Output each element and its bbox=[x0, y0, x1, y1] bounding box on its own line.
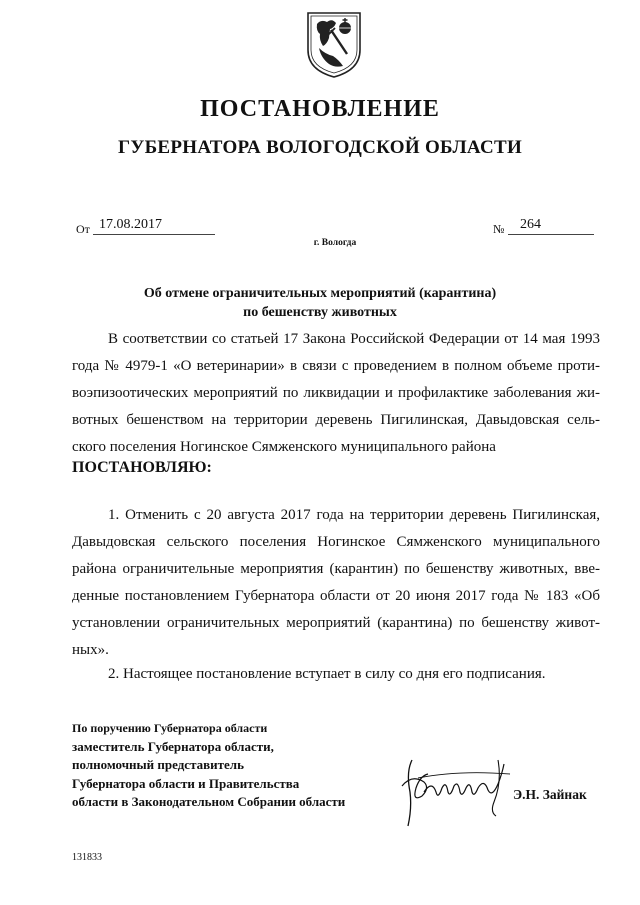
handwritten-signature bbox=[398, 752, 516, 828]
signature-line: По поручению Губернатора области bbox=[72, 721, 268, 735]
preamble-line: В соответствии со статьей 17 Закона Российской Федерации от 14 мая 1993 bbox=[108, 331, 600, 347]
subject-line: по бешенству животных bbox=[243, 305, 397, 320]
item-1-line: района ограничительные мероприятия (карантин) по бешенству животных, вве- bbox=[72, 561, 600, 577]
issuer-title: ГУБЕРНАТОРА ВОЛОГОДСКОЙ ОБЛАСТИ bbox=[117, 137, 523, 158]
signer-name: Э.Н. Зайнак bbox=[513, 787, 587, 802]
signature-line: полномочный представитель bbox=[72, 757, 244, 772]
item-1-paragraph bbox=[72, 502, 600, 664]
signature-block bbox=[72, 719, 345, 812]
coat-of-arms-emblem bbox=[305, 10, 363, 80]
signature-line: Губернатора области и Правительства bbox=[72, 775, 300, 791]
document-title: ПОСТАНОВЛЕНИЕ bbox=[200, 96, 440, 122]
item-1-line: Давыдовская сельского поселения Ногинское Сямженского муниципального bbox=[72, 534, 600, 550]
preamble-line: ского поселения Ногинское Сямженского муниципального района bbox=[72, 439, 496, 455]
preamble-line: воэпизоотических мероприятий по ликвидации и профилактике заболевания жи- bbox=[72, 385, 600, 401]
preamble-line: года № 4979-1 «О ветеринарии» в связи с проведением в полном объеме проти- bbox=[72, 358, 600, 374]
item-1-line: ных». bbox=[72, 642, 109, 658]
signature-line: заместитель Губернатора области, bbox=[72, 738, 274, 754]
date-label: От bbox=[76, 222, 90, 236]
item-2-paragraph bbox=[72, 661, 600, 688]
document-code: 131833 bbox=[72, 852, 102, 863]
document-date: 17.08.2017 bbox=[93, 216, 215, 235]
item-1-line: установлении ограничительных мероприятий (карантина) по бешенству живот- bbox=[72, 615, 600, 631]
decree-heading: ПОСТАНОВЛЯЮ: bbox=[72, 459, 212, 476]
item-2-line: 2. Настоящее постановление вступает в силу со дня его подписания. bbox=[108, 666, 546, 682]
subject-line: Об отмене ограничительных мероприятий (карантина) bbox=[143, 286, 497, 301]
city-label: г. Вологда bbox=[313, 238, 357, 248]
number-label: № bbox=[493, 222, 505, 236]
document-subject bbox=[0, 284, 640, 322]
item-1-line: денные постановлением Губернатора области от 20 июня 2017 года № 183 «Об bbox=[72, 588, 600, 604]
document-number: 264 bbox=[508, 216, 594, 235]
preamble-line: вотных бешенством на территории деревень Пигилинская, Давыдовская сель- bbox=[72, 412, 600, 428]
item-1-line: 1. Отменить с 20 августа 2017 года на территории деревень Пигилинская, bbox=[108, 507, 600, 523]
preamble-paragraph bbox=[72, 326, 600, 461]
signature-line: области в Законодательном Собрании области bbox=[72, 794, 346, 809]
